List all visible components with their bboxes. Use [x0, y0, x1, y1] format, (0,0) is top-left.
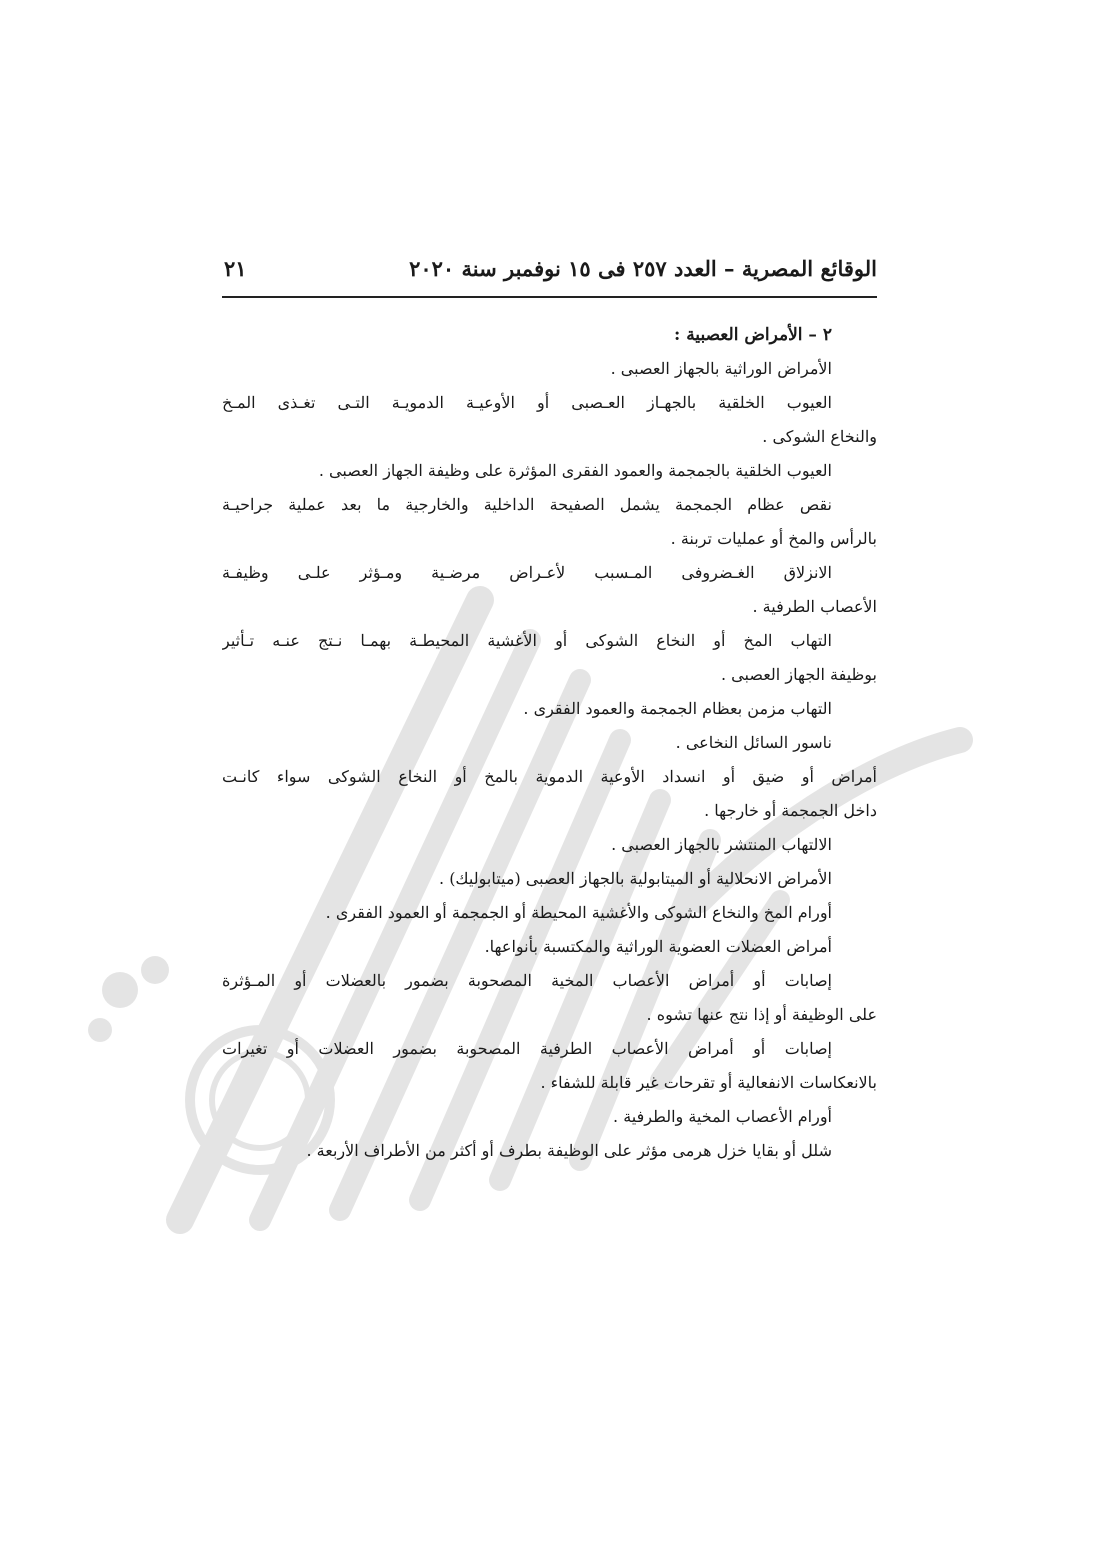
- body-line: الالتهاب المنتشر بالجهاز العصبى .: [611, 835, 832, 854]
- body-line: شلل أو بقايا خزل هرمى مؤثر على الوظيفة بطرف أو أكثر من الأطراف الأربعة .: [306, 1141, 832, 1160]
- body-line: إصابات أو أمراض الأعصاب المخية المصحوبة بضمور بالعضلات أو المـؤثرة: [222, 971, 833, 990]
- body-line: العيوب الخلقية بالجهـاز العـصبى أو الأوعيـة الدمويـة التـى تغـذى المـخ: [222, 393, 832, 412]
- body-line: أورام الأعصاب المخية والطرفية .: [613, 1107, 832, 1126]
- header-title: الوقائع المصرية – العدد ٢٥٧ فى ١٥ نوفمبر سنة ٢٠٢٠: [409, 256, 877, 281]
- page-header: [222, 254, 877, 288]
- body-line: أمراض أو ضيق أو انسداد الأوعية الدموية بالمخ أو النخاع الشوكى سواء كانـت: [222, 767, 877, 786]
- body-line: نقص عظام الجمجمة يشمل الصفيحة الداخلية والخارجية ما بعد عملية جراحيـة: [222, 495, 833, 514]
- body-line: العيوب الخلقية بالجمجمة والعمود الفقرى المؤثرة على وظيفة الجهاز العصبى .: [318, 461, 832, 480]
- header-divider: [222, 296, 877, 298]
- section-title: ٢ – الأمراض العصبية :: [674, 325, 832, 345]
- body-line: التهاب المخ أو النخاع الشوكى أو الأغشية المحيطـة بهمـا نـتج عنـه تـأثير: [222, 631, 832, 650]
- body-line: التهاب مزمن بعظام الجمجمة والعمود الفقرى .: [523, 699, 832, 718]
- body-line: الأمراض الوراثية بالجهاز العصبى .: [610, 359, 832, 378]
- body-line: داخل الجمجمة أو خارجها .: [704, 801, 877, 820]
- body-line: أمراض العضلات العضوية الوراثية والمكتسبة بأنواعها.: [484, 937, 832, 956]
- document-body: [222, 318, 877, 1168]
- body-line: الانزلاق الغـضروفى المـسبب لأعـراض مرضـية ومـؤثر علـى وظيفـة: [222, 563, 832, 582]
- body-line: بالانعكاسات الانفعالية أو تقرحات غير قابلة للشفاء .: [540, 1073, 877, 1092]
- body-line: ناسور السائل النخاعى .: [675, 733, 832, 752]
- body-line: بالرأس والمخ أو عمليات تربنة .: [670, 529, 877, 548]
- body-line: على الوظيفة أو إذا نتج عنها تشوه .: [646, 1005, 877, 1024]
- body-line: والنخاع الشوكى .: [762, 427, 877, 446]
- body-line: الأعصاب الطرفية .: [752, 597, 877, 616]
- page-number: ٢١: [224, 256, 247, 281]
- body-line: بوظيفة الجهاز العصبى .: [721, 665, 877, 684]
- body-line: إصابات أو أمراض الأعصاب الطرفية المصحوبة بضمور العضلات أو تغيرات: [222, 1039, 832, 1058]
- body-line: الأمراض الانحلالية أو الميتابولية بالجهاز العصبى (ميتابوليك) .: [439, 869, 832, 888]
- body-line: أورام المخ والنخاع الشوكى والأغشية المحيطة أو الجمجمة أو العمود الفقرى .: [325, 903, 832, 922]
